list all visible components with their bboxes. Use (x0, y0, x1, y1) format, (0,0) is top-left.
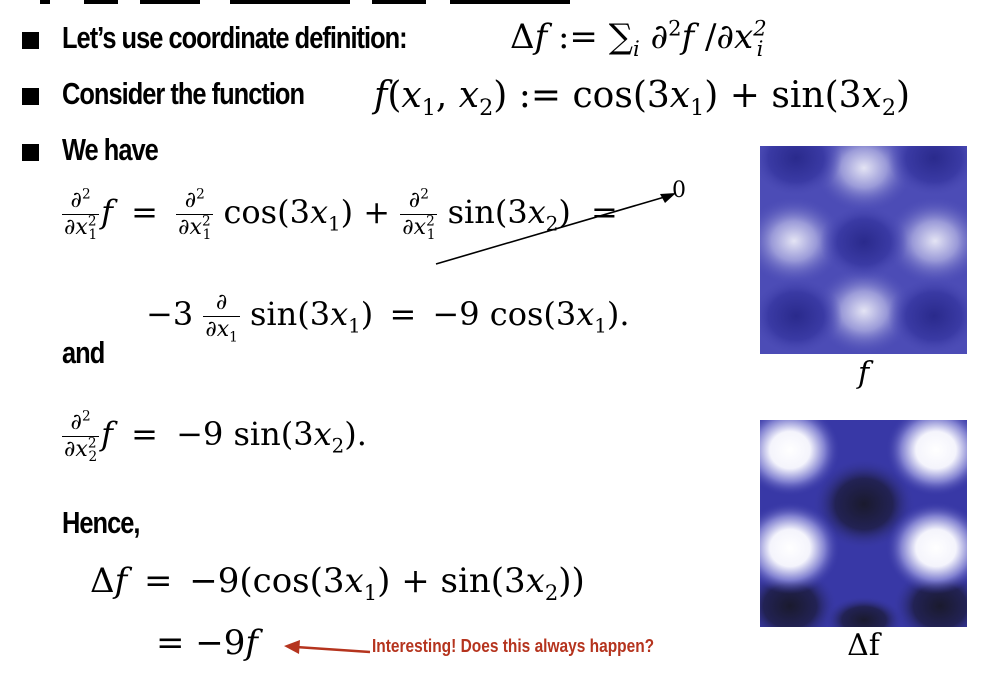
function-heatmap-image (760, 146, 967, 354)
clipped-heading-glyphs (20, 0, 720, 6)
bullet-marker-1 (22, 32, 39, 49)
second-partial-x1-line: $\frac{\partial^2}{\partial x^2_1}$ f = $\frac{\partial^2}{\partial x^2_1}$ $\cos(3x_1)$ + $\frac{\partial^2}{\partial x^2_1}$ $\sin(3x_2)$ = (64, 186, 618, 244)
function-definition-formula: $f(x_1$, $x_2$) := $\cos(3x_1) + \sin(3x_2)$ (374, 75, 911, 122)
annotation-arrow (282, 636, 372, 660)
hence-label: Hence, (62, 505, 140, 540)
and-label: and (62, 335, 105, 370)
clipped-heading (20, 0, 720, 6)
vanishing-term-arrow (430, 178, 690, 270)
vanishing-term-zero-label: 0 (672, 178, 686, 203)
annotation-note: Interesting! Does this always happen? (372, 636, 655, 656)
bullet-label-we-have: We have (62, 132, 158, 167)
bullet-label-coordinate-definition: Let’s use coordinate definition: (62, 20, 407, 55)
second-partial-x2-line: $\frac{\partial^2}{\partial x^2_2}$ f = −9 $\sin(3x_2)$. (64, 408, 367, 466)
first-derivative-line: −3 $\frac{\partial}{\partial x_1}$ $\sin(3x_1) = -9$ $\cos(3x_1)$. (146, 290, 630, 346)
laplacian-result-line: $\Delta f = -9(\cos(3x_1) + \sin(3x_2))$ (90, 561, 585, 605)
bullet-marker-2 (22, 88, 39, 105)
laplacian-definition-formula: Δf := $\sum_i$ ∂$^2$f $/\partial x^2_i$ (510, 15, 767, 61)
bullet-label-consider-function: Consider the function (62, 76, 305, 111)
function-caption: f (857, 356, 870, 391)
laplacian-caption: Δf (847, 628, 880, 663)
laplacian-heatmap-image (760, 420, 967, 627)
bullet-marker-3 (22, 144, 39, 161)
laplacian-equals-minus-nine-f: = −9f (156, 623, 259, 663)
